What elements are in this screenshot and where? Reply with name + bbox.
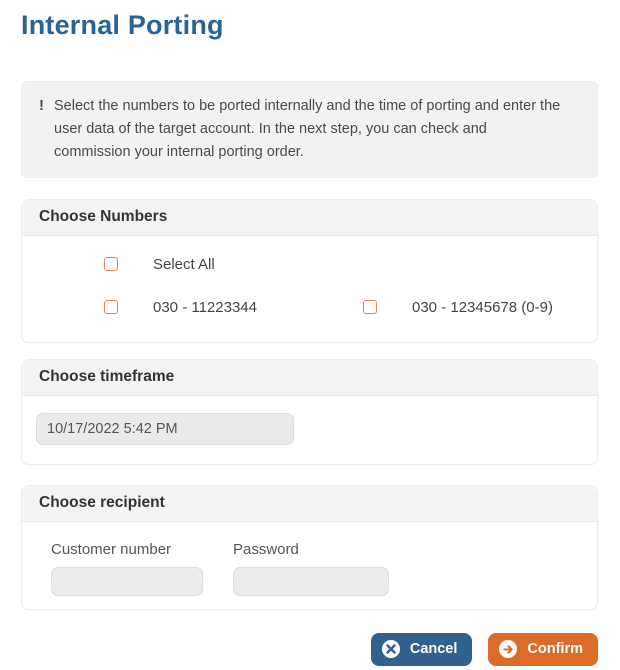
- choose-numbers-panel: [21, 199, 598, 343]
- choose-timeframe-panel: [21, 359, 598, 465]
- number-label-2: 030 - 12345678 (0-9): [412, 298, 553, 316]
- select-all-checkbox[interactable]: [104, 257, 118, 271]
- action-bar: [21, 633, 598, 666]
- customer-number-field-group: [51, 541, 233, 596]
- info-notice: [21, 81, 598, 178]
- password-field-group: [233, 541, 389, 596]
- choose-recipient-body: [22, 522, 597, 609]
- choose-timeframe-header: Choose timeframe: [22, 360, 597, 396]
- customer-number-label: Customer number: [51, 540, 172, 558]
- number-checkbox-2[interactable]: [363, 300, 377, 314]
- exclamation-icon: !: [39, 97, 44, 114]
- number-option: [104, 299, 363, 316]
- choose-recipient-panel: [21, 485, 598, 610]
- cancel-circle-x-icon: [382, 640, 400, 658]
- numbers-row: [22, 299, 597, 316]
- info-notice-text: Select the numbers to be ported internally and the time of porting and enter the user data of the target account. In the next step, you can check and commission your internal porting order.: [54, 98, 561, 160]
- number-label-1: 030 - 11223344: [153, 298, 257, 316]
- datetime-input[interactable]: [36, 413, 294, 445]
- choose-numbers-header: Choose Numbers: [22, 200, 597, 236]
- number-checkbox-1[interactable]: [104, 300, 118, 314]
- choose-numbers-body: [22, 236, 597, 342]
- select-all-label: Select All: [153, 255, 215, 273]
- confirm-circle-arrow-icon: [499, 640, 517, 658]
- select-all-row: [22, 256, 597, 273]
- page-title: Internal Porting: [21, 10, 224, 40]
- choose-recipient-header: Choose recipient: [22, 486, 597, 522]
- number-option: [363, 299, 553, 316]
- cancel-button-label: Cancel: [409, 641, 458, 658]
- cancel-button[interactable]: [371, 633, 473, 666]
- password-label: Password: [233, 540, 299, 558]
- confirm-button-label: Confirm: [527, 641, 583, 658]
- confirm-button[interactable]: [488, 633, 598, 666]
- select-all-group: [104, 256, 215, 273]
- customer-number-input[interactable]: [51, 567, 203, 596]
- choose-timeframe-body: [22, 396, 597, 464]
- password-input[interactable]: [233, 567, 389, 596]
